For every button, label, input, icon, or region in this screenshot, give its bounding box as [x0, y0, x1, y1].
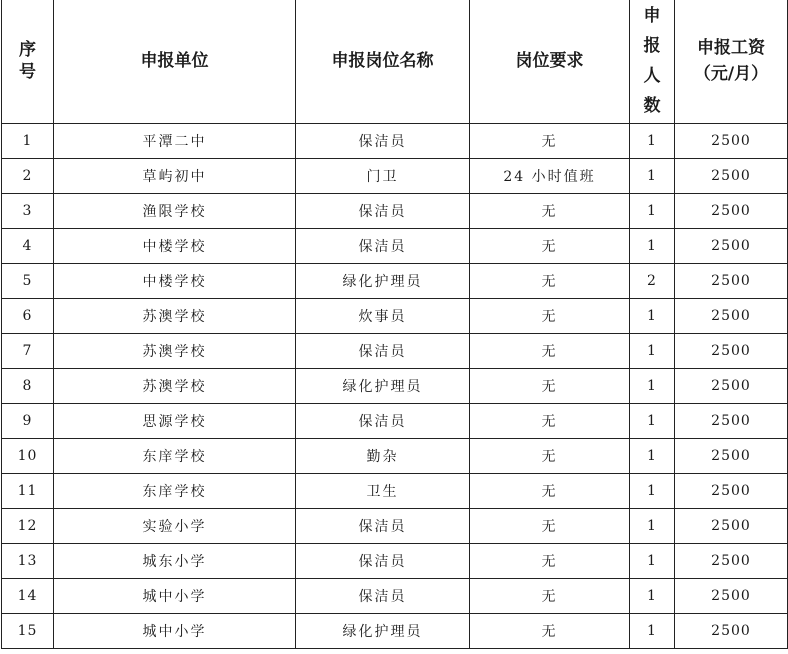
- row-count: 1: [630, 369, 675, 404]
- row-unit: 中楼学校: [54, 264, 296, 299]
- table-row: [2, 229, 788, 264]
- row-salary: 2500: [675, 334, 788, 369]
- row-unit: 城中小学: [54, 579, 296, 614]
- row-salary: 2500: [675, 404, 788, 439]
- row-position: 炊事员: [296, 299, 470, 334]
- row-salary: 2500: [675, 439, 788, 474]
- table-row: [2, 299, 788, 334]
- row-count: 1: [630, 194, 675, 229]
- row-salary: 2500: [675, 509, 788, 544]
- row-requirement: 无: [470, 614, 630, 649]
- row-index: 11: [2, 474, 54, 509]
- row-requirement: 24 小时值班: [470, 159, 630, 194]
- row-position: 保洁员: [296, 194, 470, 229]
- row-unit: 苏澳学校: [54, 369, 296, 404]
- row-unit: 实验小学: [54, 509, 296, 544]
- table-row: [2, 509, 788, 544]
- row-salary: 2500: [675, 194, 788, 229]
- table-row: [2, 579, 788, 614]
- row-position: 保洁员: [296, 404, 470, 439]
- row-requirement: 无: [470, 299, 630, 334]
- row-salary: 2500: [675, 159, 788, 194]
- table-row: [2, 159, 788, 194]
- row-count: 1: [630, 159, 675, 194]
- table-body: [2, 124, 788, 649]
- row-count: 1: [630, 299, 675, 334]
- row-salary: 2500: [675, 369, 788, 404]
- row-position: 绿化护理员: [296, 264, 470, 299]
- header-row: [2, 0, 788, 124]
- row-index: 6: [2, 299, 54, 334]
- row-requirement: 无: [470, 404, 630, 439]
- row-unit: 中楼学校: [54, 229, 296, 264]
- row-requirement: 无: [470, 579, 630, 614]
- header-requirement: 岗位要求: [470, 0, 630, 124]
- row-index: 7: [2, 334, 54, 369]
- row-salary: 2500: [675, 299, 788, 334]
- table-row: [2, 369, 788, 404]
- row-count: 1: [630, 579, 675, 614]
- row-index: 2: [2, 159, 54, 194]
- header-count: 申 报 人 数: [630, 0, 675, 124]
- row-index: 1: [2, 124, 54, 159]
- row-index: 13: [2, 544, 54, 579]
- row-count: 1: [630, 404, 675, 439]
- row-position: 保洁员: [296, 229, 470, 264]
- row-count: 1: [630, 229, 675, 264]
- row-salary: 2500: [675, 544, 788, 579]
- table-row: [2, 544, 788, 579]
- header-position: 申报岗位名称: [296, 0, 470, 124]
- row-index: 9: [2, 404, 54, 439]
- table-row: [2, 334, 788, 369]
- row-requirement: 无: [470, 369, 630, 404]
- row-count: 1: [630, 124, 675, 159]
- row-unit: 东庠学校: [54, 474, 296, 509]
- row-count: 1: [630, 474, 675, 509]
- row-salary: 2500: [675, 579, 788, 614]
- row-index: 8: [2, 369, 54, 404]
- row-unit: 草屿初中: [54, 159, 296, 194]
- table-row: [2, 474, 788, 509]
- row-index: 15: [2, 614, 54, 649]
- row-index: 3: [2, 194, 54, 229]
- row-unit: 苏澳学校: [54, 334, 296, 369]
- row-salary: 2500: [675, 229, 788, 264]
- table-row: [2, 194, 788, 229]
- table-row: [2, 264, 788, 299]
- row-unit: 平潭二中: [54, 124, 296, 159]
- row-requirement: 无: [470, 264, 630, 299]
- row-count: 1: [630, 334, 675, 369]
- row-index: 12: [2, 509, 54, 544]
- row-position: 保洁员: [296, 334, 470, 369]
- row-position: 绿化护理员: [296, 369, 470, 404]
- row-position: 保洁员: [296, 124, 470, 159]
- row-requirement: 无: [470, 474, 630, 509]
- row-count: 1: [630, 509, 675, 544]
- row-requirement: 无: [470, 544, 630, 579]
- row-unit: 思源学校: [54, 404, 296, 439]
- table-row: [2, 614, 788, 649]
- row-requirement: 无: [470, 439, 630, 474]
- row-position: 卫生: [296, 474, 470, 509]
- row-position: 门卫: [296, 159, 470, 194]
- header-index: 序 号: [2, 0, 54, 124]
- row-index: 4: [2, 229, 54, 264]
- row-requirement: 无: [470, 194, 630, 229]
- row-unit: 东庠学校: [54, 439, 296, 474]
- row-position: 保洁员: [296, 544, 470, 579]
- row-count: 1: [630, 544, 675, 579]
- row-count: 1: [630, 439, 675, 474]
- row-position: 勤杂: [296, 439, 470, 474]
- table-row: [2, 404, 788, 439]
- row-unit: 渔限学校: [54, 194, 296, 229]
- row-position: 绿化护理员: [296, 614, 470, 649]
- table-row: [2, 124, 788, 159]
- row-requirement: 无: [470, 229, 630, 264]
- row-requirement: 无: [470, 334, 630, 369]
- job-listing-table: [1, 0, 788, 649]
- table-row: [2, 439, 788, 474]
- row-index: 5: [2, 264, 54, 299]
- row-unit: 城东小学: [54, 544, 296, 579]
- row-count: 2: [630, 264, 675, 299]
- row-salary: 2500: [675, 614, 788, 649]
- header-unit: 申报单位: [54, 0, 296, 124]
- row-position: 保洁员: [296, 509, 470, 544]
- row-salary: 2500: [675, 124, 788, 159]
- row-index: 14: [2, 579, 54, 614]
- row-unit: 苏澳学校: [54, 299, 296, 334]
- row-salary: 2500: [675, 474, 788, 509]
- row-requirement: 无: [470, 124, 630, 159]
- row-index: 10: [2, 439, 54, 474]
- row-salary: 2500: [675, 264, 788, 299]
- row-requirement: 无: [470, 509, 630, 544]
- row-position: 保洁员: [296, 579, 470, 614]
- row-count: 1: [630, 614, 675, 649]
- row-unit: 城中小学: [54, 614, 296, 649]
- header-salary: 申报工资 （元/月）: [675, 0, 788, 124]
